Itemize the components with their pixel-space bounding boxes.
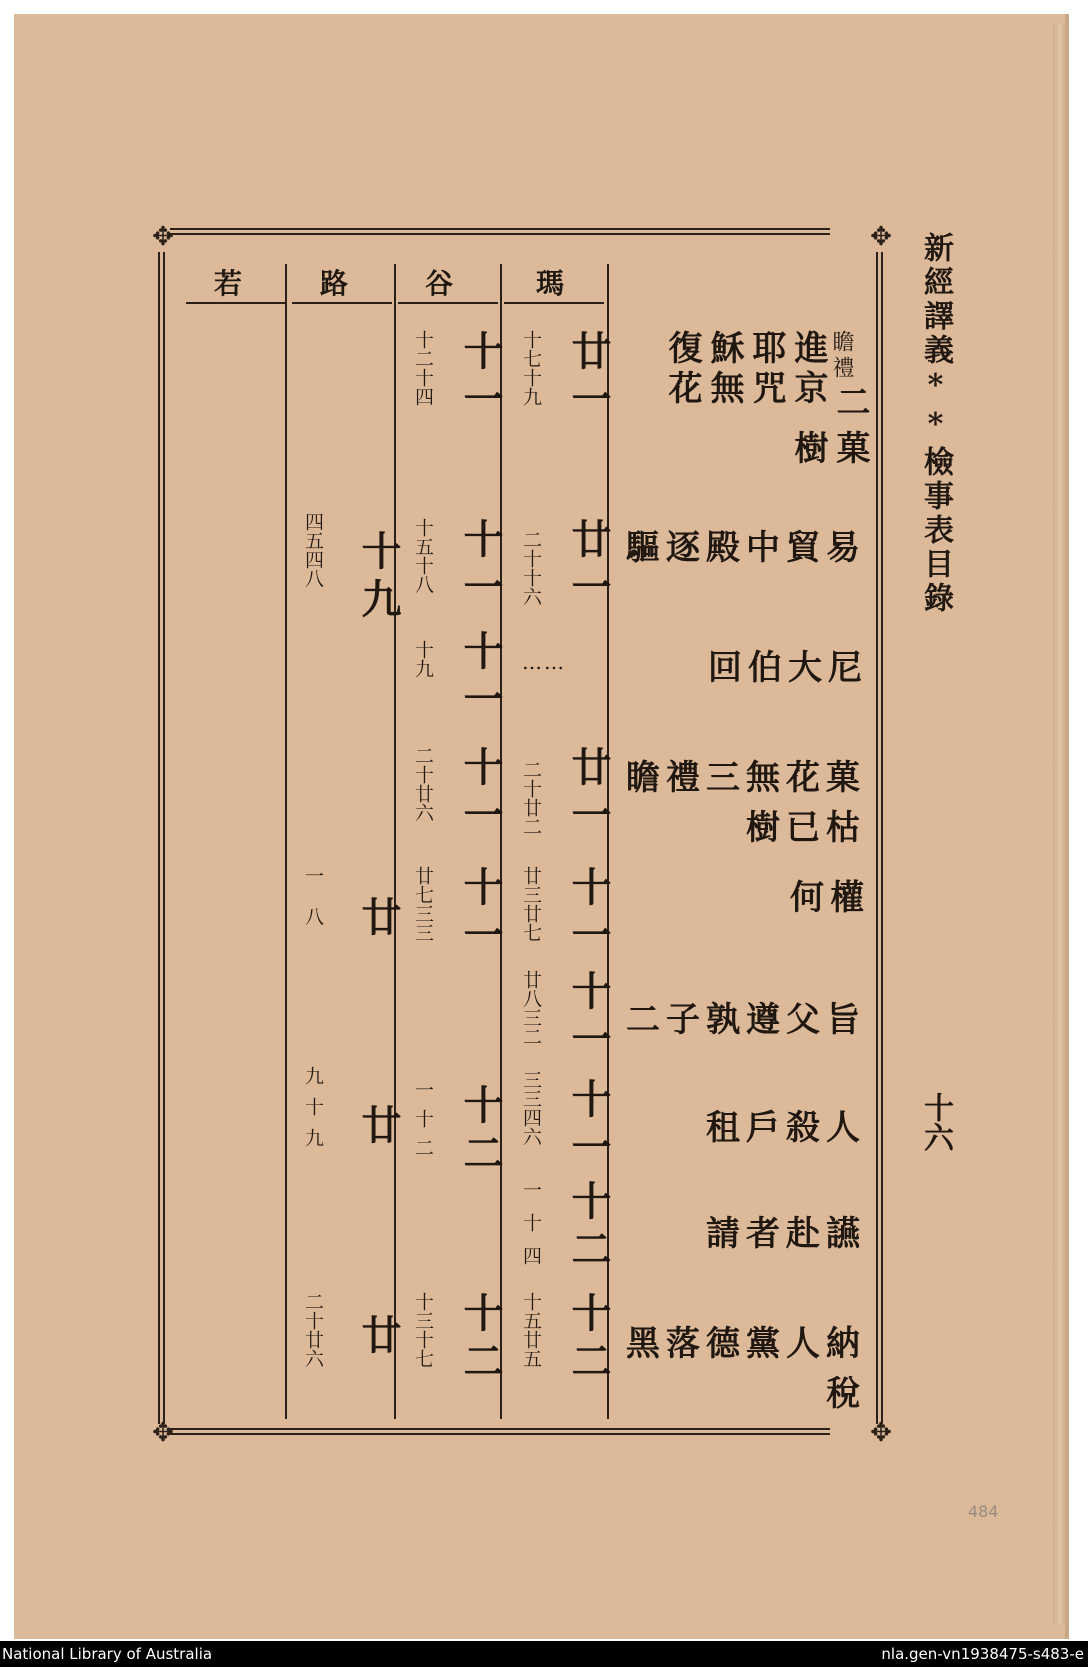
row9-subject-line1: 黑落德黨人納 bbox=[626, 1324, 866, 1364]
row2-luke-chapter: 十九 bbox=[355, 530, 402, 626]
column-header-mark: 瑪 bbox=[536, 267, 565, 300]
header-rule-luke bbox=[292, 302, 392, 304]
row8-subject: 請者赴讌 bbox=[706, 1214, 866, 1254]
row2-mark-verse: 二十十六 bbox=[520, 530, 542, 606]
row8-mark-verse: 一十四 bbox=[520, 1180, 542, 1279]
row1-subject-col5: 復花 bbox=[662, 330, 702, 410]
header-rule-mark bbox=[504, 302, 604, 304]
row1-luke-greek-verse: 十二十四 bbox=[412, 330, 434, 406]
row1-subject-col2b: 樹 bbox=[788, 430, 828, 470]
row7-luke-greek-chapter: 十二 bbox=[457, 1084, 504, 1180]
running-title: 新經譯義**檢事表目錄 bbox=[918, 232, 953, 616]
row9-luke-greek-chapter: 十二 bbox=[457, 1292, 504, 1388]
row5-luke-verse: 一八 bbox=[302, 866, 324, 948]
page-number: 十六 bbox=[918, 1092, 953, 1152]
row4-subject-line2: 樹已枯 bbox=[746, 808, 866, 848]
footer-right-text: nla.gen-vn1938475-s483-e bbox=[881, 1645, 1084, 1663]
header-rule-luke-greek bbox=[398, 302, 498, 304]
row7-mark-verse: 三三四六 bbox=[520, 1070, 542, 1146]
row1-subject-col2: 進京 bbox=[788, 330, 828, 410]
row3-mark-dots: …… bbox=[522, 650, 566, 674]
row1-mark-chapter: 廿一 bbox=[565, 330, 612, 426]
row6-mark-chapter: 十一 bbox=[565, 970, 612, 1066]
row5-luke-greek-verse: 廿七三三 bbox=[412, 866, 434, 942]
row1-subject-col1b: 菓 bbox=[830, 430, 870, 470]
column-header-john: 若 bbox=[214, 267, 243, 300]
footer-left-text: National Library of Australia bbox=[2, 1645, 213, 1663]
frame-left-border bbox=[158, 252, 165, 1424]
row4-luke-greek-verse: 二十廿六 bbox=[412, 746, 434, 822]
row4-subject-line1: 瞻禮三無花菓 bbox=[626, 758, 866, 798]
row5-luke-chapter: 廿 bbox=[355, 896, 402, 944]
corner-ornament-top-left: ✥ bbox=[152, 222, 174, 252]
row9-luke-greek-verse: 十三十七 bbox=[412, 1292, 434, 1368]
row6-subject: 二子孰遵父旨 bbox=[626, 1000, 866, 1040]
row3-subject: 回伯大尼 bbox=[708, 648, 868, 688]
frame-bottom-border bbox=[170, 1428, 830, 1435]
footer-bar bbox=[0, 1641, 1088, 1667]
row1-subject-col4: 穌無 bbox=[704, 330, 744, 410]
header-rule-john bbox=[186, 302, 286, 304]
column-rule-2 bbox=[394, 264, 396, 1419]
row9-luke-verse: 二十廿六 bbox=[302, 1292, 324, 1368]
row8-mark-chapter: 十二 bbox=[565, 1180, 612, 1276]
row9-mark-verse: 十五廿五 bbox=[520, 1292, 542, 1368]
row3-luke-greek-chapter: 十一 bbox=[457, 630, 504, 726]
column-header-luke: 路 bbox=[320, 267, 349, 300]
row7-luke-greek-verse: 一十二 bbox=[412, 1080, 434, 1167]
corner-ornament-bottom-left: ✥ bbox=[152, 1418, 174, 1448]
row2-luke-greek-verse: 十五十八 bbox=[412, 518, 434, 594]
handwritten-note: 484 bbox=[968, 1502, 999, 1521]
row1-subject-col1: 二 bbox=[830, 384, 870, 424]
row4-mark-chapter: 廿一 bbox=[565, 746, 612, 842]
corner-ornament-bottom-right: ✥ bbox=[870, 1418, 892, 1448]
row9-subject-line2: 稅 bbox=[826, 1374, 866, 1414]
row1-subject-col3: 耶咒 bbox=[746, 330, 786, 410]
row3-luke-greek-verse: 十九 bbox=[412, 640, 434, 678]
frame-top-border bbox=[170, 228, 830, 235]
page-edge bbox=[1053, 24, 1067, 1624]
column-rule-1 bbox=[285, 264, 287, 1419]
row7-luke-verse: 九十九 bbox=[302, 1066, 324, 1159]
row2-luke-greek-chapter: 十一 bbox=[457, 518, 504, 614]
row1-subject-note: 瞻禮 bbox=[829, 330, 854, 382]
row7-mark-chapter: 十一 bbox=[565, 1078, 612, 1174]
row2-subject: 驅逐殿中貿易 bbox=[626, 528, 866, 568]
row5-mark-chapter: 十一 bbox=[565, 866, 612, 962]
row7-subject: 租戶殺人 bbox=[706, 1108, 866, 1148]
row4-luke-greek-chapter: 十一 bbox=[457, 746, 504, 842]
corner-ornament-top-right: ✥ bbox=[870, 222, 892, 252]
row1-mark-verse: 十七十九 bbox=[520, 330, 542, 406]
column-header-luke-greek: 谷 bbox=[425, 267, 454, 300]
row7-luke-chapter: 廿 bbox=[355, 1104, 402, 1152]
row4-mark-verse: 二十廿二 bbox=[520, 760, 542, 836]
row5-subject: 何權 bbox=[790, 878, 870, 918]
row2-mark-chapter: 廿一 bbox=[565, 518, 612, 614]
row6-mark-verse: 廿八三二 bbox=[520, 970, 542, 1046]
row9-luke-chapter: 廿 bbox=[355, 1314, 402, 1362]
row2-luke-verse: 四五四八 bbox=[302, 512, 324, 588]
row1-luke-greek-chapter: 十一 bbox=[457, 330, 504, 426]
row5-mark-verse: 廿三廿七 bbox=[520, 866, 542, 942]
row5-luke-greek-chapter: 十一 bbox=[457, 866, 504, 962]
frame-right-border bbox=[876, 252, 883, 1424]
row9-mark-chapter: 十二 bbox=[565, 1292, 612, 1388]
